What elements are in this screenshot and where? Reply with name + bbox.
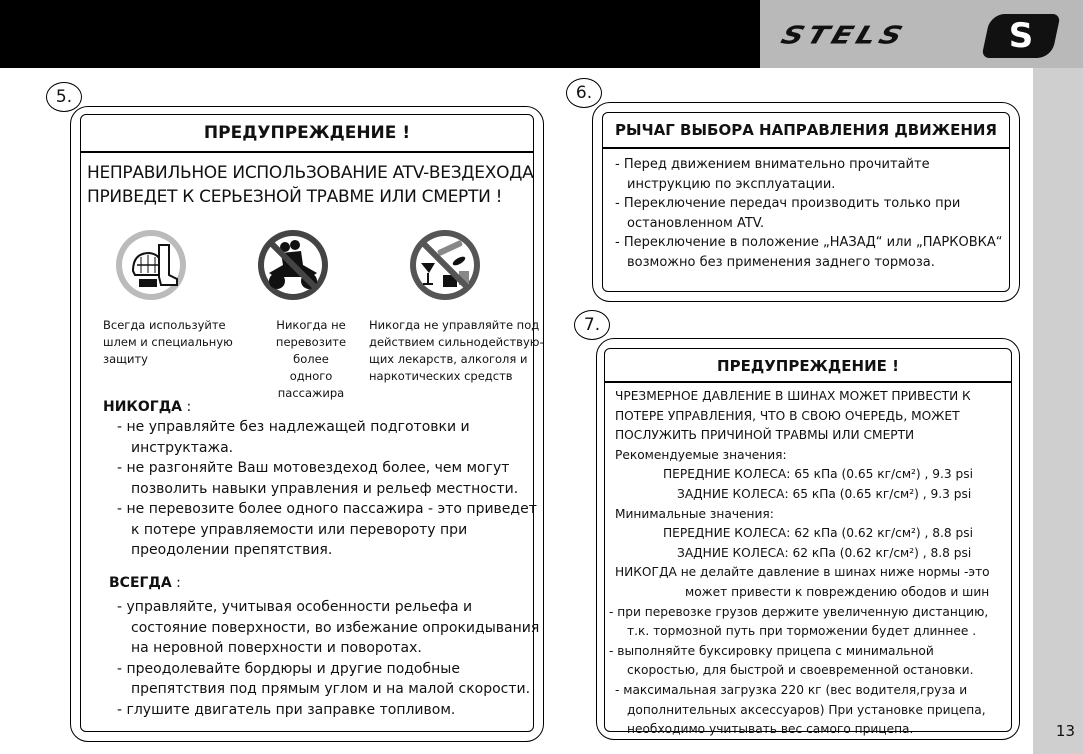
pressure-front-recommended: ПЕРЕДНИЕ КОЛЕСА: 65 кПа (0.65 кг/см²) , 9.3 psi: [663, 467, 974, 482]
section-6-title: РЫЧАГ ВЫБОРА НАПРАВЛЕНИЯ ДВИЖЕНИЯ: [615, 121, 997, 139]
always-heading: [109, 575, 181, 591]
helmet-boots-icon: [113, 227, 189, 303]
list-item: инструкцию по эксплуатации.: [627, 176, 836, 192]
caption-passengers: [271, 317, 351, 402]
note-line: - максимальная загрузка 220 кг (вес водителя,груза и: [615, 682, 968, 697]
brand-logo-mark: [981, 14, 1060, 58]
list-item: - Перед движением внимательно прочитайте: [615, 157, 930, 172]
page-number: 13: [1055, 722, 1075, 740]
side-strip: [1033, 68, 1083, 754]
pressure-rear-recommended: ЗАДНИЕ КОЛЕСА: 65 кПа (0.65 кг/см²) , 9.3 psi: [677, 486, 972, 501]
caption-line: шлем и специальную: [103, 335, 233, 349]
list-item: - не разгоняйте Ваш мотовездеход более, чем могут: [117, 460, 510, 476]
logo-bar: [760, 0, 1083, 68]
brand-mark-letter: S: [1008, 16, 1034, 56]
note-line: может привести к повреждению ободов и шин: [685, 584, 990, 599]
caption-line: наркотических средств: [369, 369, 513, 383]
section-number-5: 5.: [46, 82, 82, 112]
section-6-title-divider: [603, 147, 1009, 149]
list-item: преодолении препятствия.: [131, 542, 333, 558]
note-line: дополнительных аксессуаров) При установке прицепа,: [627, 702, 986, 717]
section-5-panel: [80, 114, 544, 732]
caption-helmet: [103, 317, 233, 368]
list-item: к потере управляемости или перевороту при: [131, 521, 468, 538]
warning-line: ПОТЕРЕ УПРАВЛЕНИЯ, ЧТО В СВОЮ ОЧЕРЕДЬ, МОЖЕТ: [615, 408, 960, 423]
section-7-title-divider: [605, 381, 1011, 383]
list-item: остановленном ATV.: [627, 215, 765, 231]
warning-line: ПОСЛУЖИТЬ ПРИЧИНОЙ ТРАВМЫ ИЛИ СМЕРТИ: [615, 428, 915, 443]
list-item: состояние поверхности, во избежание опрокидывания: [131, 619, 540, 636]
list-item: - управляйте, учитывая особенности рельефа и: [117, 599, 473, 615]
list-item: возможно без применения заднего тормоза.: [627, 254, 935, 270]
section-6-list: [615, 155, 1002, 272]
caption-line: Никогда не: [276, 318, 346, 332]
section-5-title-divider: [81, 151, 533, 153]
caption-line: защиту: [103, 352, 148, 366]
list-item: - преодолевайте бордюры и другие подобные: [117, 660, 460, 677]
list-item: - глушите двигатель при заправке топливом.: [117, 701, 456, 718]
pressure-front-minimum: ПЕРЕДНИЕ КОЛЕСА: 62 кПа (0.62 кг/см²) , 8.8 psi: [663, 526, 974, 541]
warning-line: ЧРЕЗМЕРНОЕ ДАВЛЕНИЕ В ШИНАХ МОЖЕТ ПРИВЕСТИ К: [615, 389, 971, 403]
never-heading-colon: :: [182, 399, 192, 415]
list-item: - не управляйте без надлежащей подготовки и: [117, 419, 470, 435]
list-item: на неровной поверхности и поворотах.: [131, 640, 422, 656]
section-6-panel: [602, 112, 1010, 292]
recommended-label: Рекомендуемые значения:: [615, 447, 787, 462]
section-5-warning-line-1: НЕПРАВИЛЬНОЕ ИСПОЛЬЗОВАНИЕ ATV-ВЕЗДЕХОДА: [87, 163, 534, 183]
note-line: скоростью, для быстрой и своевременной остановки.: [627, 663, 974, 678]
note-line: необходимо учитывать вес самого прицепа.: [627, 722, 914, 737]
pressure-rear-minimum: ЗАДНИЕ КОЛЕСА: 62 кПа (0.62 кг/см²) , 8.8 psi: [677, 545, 972, 560]
always-list: [117, 597, 539, 720]
no-alcohol-drugs-icon: [407, 227, 483, 303]
note-line: т.к. тормозной путь при торможении будет длиннее .: [627, 624, 977, 639]
caption-line: перевозите: [275, 335, 347, 349]
never-heading-text: НИКОГДА: [103, 399, 183, 415]
section-number-7: 7.: [574, 310, 610, 340]
caption-line: щих лекарств, алкоголя и: [369, 352, 528, 366]
never-heading: [103, 399, 191, 415]
section-number-6: 6.: [566, 78, 602, 108]
always-heading-colon: :: [171, 575, 181, 591]
list-item: препятствия под прямым углом и на малой скорости.: [131, 681, 531, 697]
note-line: - выполняйте буксировку прицепа с минимальной: [609, 643, 934, 658]
brand-logo-text: STELS: [777, 21, 910, 50]
caption-line: более одного: [289, 352, 333, 383]
section-7-panel: [604, 348, 1012, 737]
note-line: НИКОГДА не делайте давление в шинах ниже нормы -это: [615, 565, 990, 580]
caption-line: действием сильнодействую-: [369, 335, 544, 349]
section-5-warning-line-2: ПРИВЕДЕТ К СЕРЬЕЗНОЙ ТРАВМЕ ИЛИ СМЕРТИ !: [87, 187, 503, 207]
section-5-title: ПРЕДУПРЕЖДЕНИЕ !: [203, 123, 411, 143]
note-line: - при перевозке грузов держите увеличенную дистанцию,: [609, 604, 989, 619]
caption-line: Никогда не управляйте под: [369, 318, 540, 332]
never-list: [117, 417, 537, 561]
list-item: - Переключение передач производить только при: [615, 196, 961, 211]
list-item: позволить навыки управления и рельеф местности.: [131, 480, 519, 497]
list-item: инструктажа.: [131, 439, 234, 456]
no-passengers-icon: [255, 227, 331, 303]
caption-line: пассажира: [277, 386, 345, 400]
section-7-title: ПРЕДУПРЕЖДЕНИЕ !: [717, 357, 899, 375]
caption-line: Всегда используйте: [103, 318, 226, 332]
list-item: - не перевозите более одного пассажира - это приведет: [117, 501, 537, 517]
header-bar: [0, 0, 760, 68]
section-7-text: [609, 387, 990, 740]
list-item: - Переключение в положение „НАЗАД“ или „ПАРКОВКА“: [615, 235, 1003, 250]
minimum-label: Минимальные значения:: [615, 506, 774, 521]
caption-alcohol: [369, 317, 544, 385]
always-heading-text: ВСЕГДА: [109, 575, 172, 591]
